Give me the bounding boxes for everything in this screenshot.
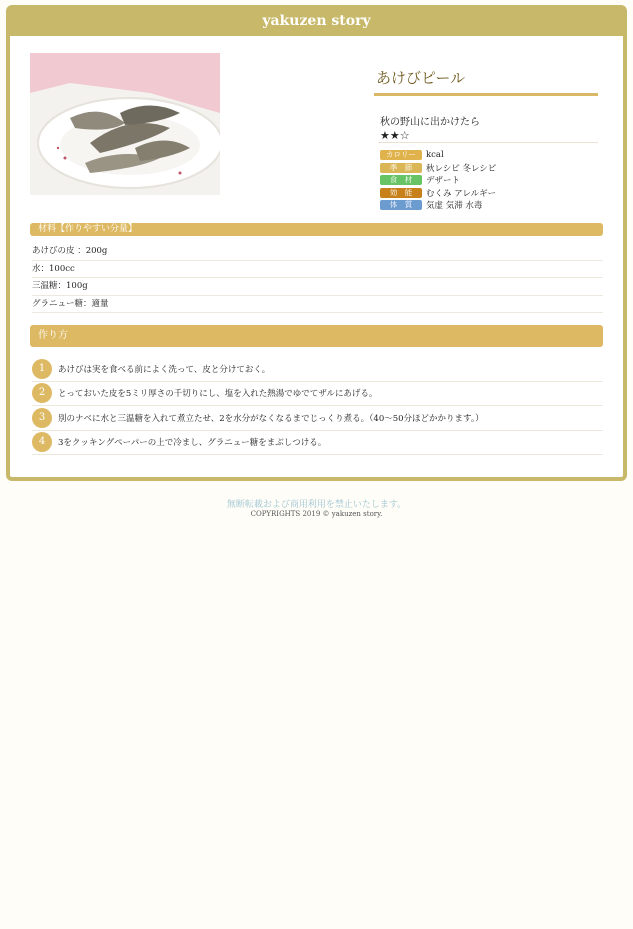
site-title[interactable]: yakuzen story: [262, 13, 371, 29]
step-item: [32, 431, 603, 456]
tag-season-label: 季 節: [380, 163, 422, 173]
material-item: 水：100cc: [32, 261, 603, 279]
difficulty-stars: ★★☆: [380, 129, 410, 142]
step-number: 1: [32, 359, 52, 379]
tag-row-calorie: [380, 149, 496, 162]
step-item: [32, 357, 603, 382]
tag-row-effect: [380, 187, 496, 200]
step-text: とっておいた皮を5ミリ厚さの千切りにし、塩を入れた熱湯でゆでてザルにあげる。: [58, 389, 378, 400]
tag-row-constitution: [380, 199, 496, 212]
step-text: 別のナベに水と三温糖を入れて煮立たせ、2を水分がなくなるまでじっくり煮る。（40〜50分ほどかかります。）: [58, 413, 484, 424]
tag-row-season: [380, 162, 496, 175]
title-underline: [374, 93, 598, 96]
material-item: グラニュー糖：適量: [32, 296, 603, 314]
footer-notice: 無断転載および商用利用を禁止いたします。: [226, 500, 407, 510]
step-item: [32, 406, 603, 431]
materials-list: [32, 243, 603, 313]
tag-constitution-label: 体 質: [380, 200, 422, 210]
tag-calorie-value: kcal: [426, 150, 444, 161]
site-header: [10, 9, 623, 36]
step-item: [32, 382, 603, 407]
recipe-photo: [30, 53, 220, 195]
tag-calorie-label: カロリー: [380, 150, 422, 160]
recipe-card: [6, 5, 627, 481]
tag-season-value[interactable]: 秋レシピ 冬レシピ: [426, 163, 497, 174]
divider: [378, 142, 598, 143]
step-number: 3: [32, 408, 52, 428]
tag-row-ingredient: [380, 174, 496, 187]
tag-ingredient-value[interactable]: デザート: [426, 176, 461, 187]
tag-effect-value[interactable]: むくみ アレルギー: [426, 188, 497, 199]
steps-list: [32, 357, 603, 455]
material-item: 三温糖：100g: [32, 278, 603, 296]
step-text: あけびは実を食べる前によく洗って、皮と分けておく。: [58, 364, 271, 375]
tag-effect-label: 効 能: [380, 188, 422, 198]
step-text: 3をクッキングペーパーの上で冷まし、グラニュー糖をまぶしつける。: [58, 438, 327, 449]
steps-heading: 作り方: [30, 325, 603, 347]
recipe-title: あけびピール: [376, 69, 466, 87]
tag-list: [380, 149, 496, 212]
step-number: 4: [32, 432, 52, 452]
footer-copyright: COPYRIGHTS 2019 © yakuzen story.: [250, 510, 383, 518]
materials-heading: 材料【作りやすい分量】: [30, 223, 603, 236]
tag-constitution-value[interactable]: 気虚 気滞 水毒: [426, 201, 483, 212]
recipe-description: 秋の野山に出かけたら: [380, 117, 480, 128]
step-number: 2: [32, 383, 52, 403]
tag-ingredient-label: 食 材: [380, 175, 422, 185]
material-item: あけびの皮 ：200g: [32, 243, 603, 261]
